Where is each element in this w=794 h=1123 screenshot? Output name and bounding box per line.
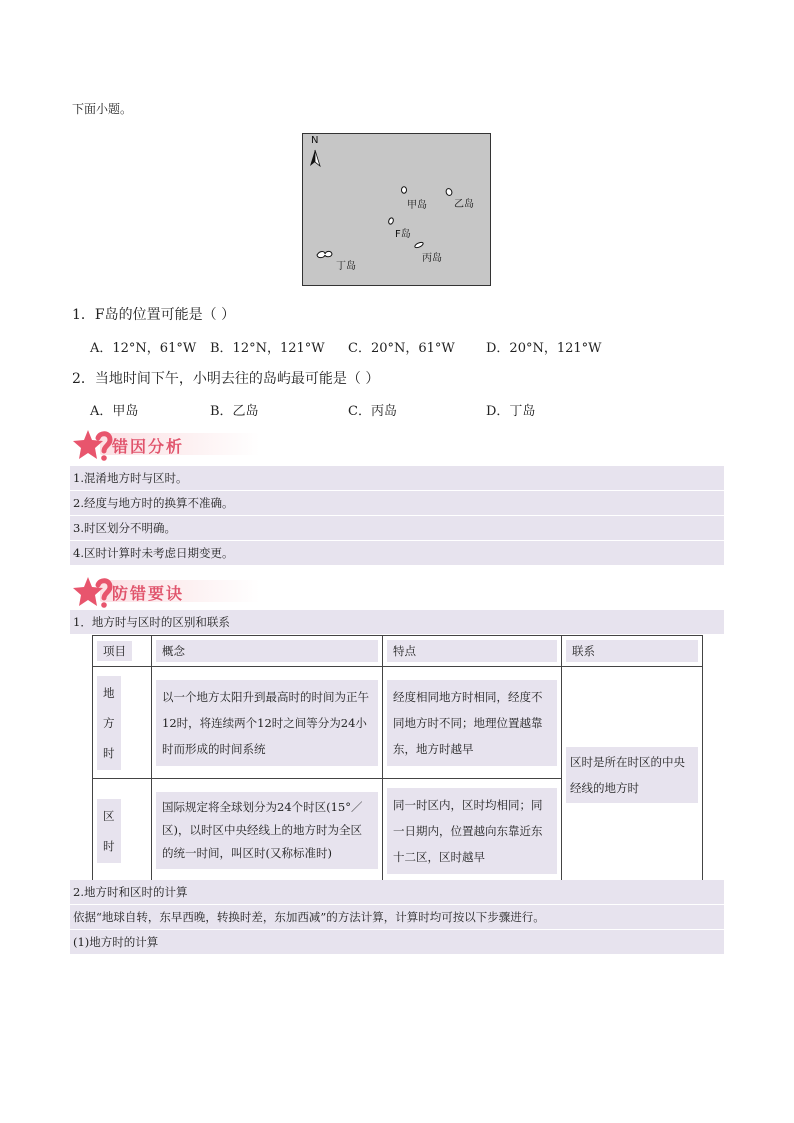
table-row xyxy=(93,667,703,779)
north-label: N xyxy=(311,135,319,146)
section1-title: 错因分析 xyxy=(112,437,185,456)
q2-option-a: A．甲岛 xyxy=(90,404,139,419)
header-item: 项目 xyxy=(97,641,132,661)
error-cause-3: 3.时区划分不明确。 xyxy=(70,516,724,540)
star-icon xyxy=(72,428,116,462)
section2-title: 防错要诀 xyxy=(112,584,185,603)
star-icon xyxy=(72,575,116,609)
error-cause-1: 1.混淆地方时与区时。 xyxy=(70,466,724,490)
island-ding-shape xyxy=(317,251,332,257)
island-bing-shape xyxy=(414,241,424,248)
error-cause-4: 4.区时计算时未考虑日期变更。 xyxy=(70,541,724,565)
comparison-table xyxy=(92,635,703,883)
concept-local-time: 以一个地方太阳升到最高时的时间为正午12时，将连续两个12时之间等分为24小时而形成的时间系统 xyxy=(156,680,378,766)
header-feature: 特点 xyxy=(387,640,557,662)
header-relation: 联系 xyxy=(566,640,698,662)
table-header-row xyxy=(93,636,703,667)
calc-method: 依据“地球自转，东早西晚，转换时差，东加西减”的方法计算，计算时均可按以下步骤进行。 xyxy=(70,905,724,929)
island-yi-shape xyxy=(445,188,453,196)
calc-heading: 2.地方时和区时的计算 xyxy=(70,880,724,904)
label-bing: 丙岛 xyxy=(422,253,442,264)
item-zone-time: 区 时 xyxy=(97,799,121,863)
q1-option-d: D．20°N，121°W xyxy=(486,341,602,356)
q1-option-b: B．12°N，121°W xyxy=(210,341,325,356)
relation-cell: 区时是所在时区的中央经线的地方时 xyxy=(566,747,698,803)
q2-option-c: C．丙岛 xyxy=(348,404,397,419)
section2-subtitle: 1．地方时与区时的区别和联系 xyxy=(70,610,724,634)
map-drawing xyxy=(303,134,492,287)
island-jia-shape xyxy=(402,187,407,193)
error-cause-2: 2.经度与地方时的换算不准确。 xyxy=(70,491,724,515)
q2-option-b: B．乙岛 xyxy=(210,404,259,419)
feature-zone-time: 同一时区内，区时均相同；同一日期内，位置越向东靠近东十二区，区时越早 xyxy=(387,788,557,874)
question-1: 1．F岛的位置可能是（ ） xyxy=(72,307,236,323)
label-jia: 甲岛 xyxy=(407,200,427,211)
island-f-shape xyxy=(388,217,394,225)
q2-option-d: D．丁岛 xyxy=(486,404,536,419)
label-f: F岛 xyxy=(395,229,411,240)
island-map xyxy=(302,133,491,286)
concept-zone-time: 国际规定将全球划分为24个时区(15°／区)，以时区中央经线上的地方时为全区的统一时间，叫区时(又称标准时) xyxy=(156,792,378,869)
item-local-time: 地 方 时 xyxy=(97,676,121,770)
header-concept: 概念 xyxy=(156,640,378,662)
question-2: 2．当地时间下午，小明去往的岛屿最可能是（ ） xyxy=(72,371,380,387)
north-arrow-icon xyxy=(310,150,315,166)
q1-option-c: C．20°N，61°W xyxy=(348,341,455,356)
label-yi: 乙岛 xyxy=(454,199,474,210)
intro-text: 下面小题。 xyxy=(72,102,133,116)
local-time-calc-heading: (1)地方时的计算 xyxy=(70,930,724,954)
label-ding: 丁岛 xyxy=(336,261,356,272)
q1-option-a: A．12°N，61°W xyxy=(90,341,197,356)
feature-local-time: 经度相同地方时相同，经度不同地方时不同；地理位置越靠东，地方时越早 xyxy=(387,680,557,766)
